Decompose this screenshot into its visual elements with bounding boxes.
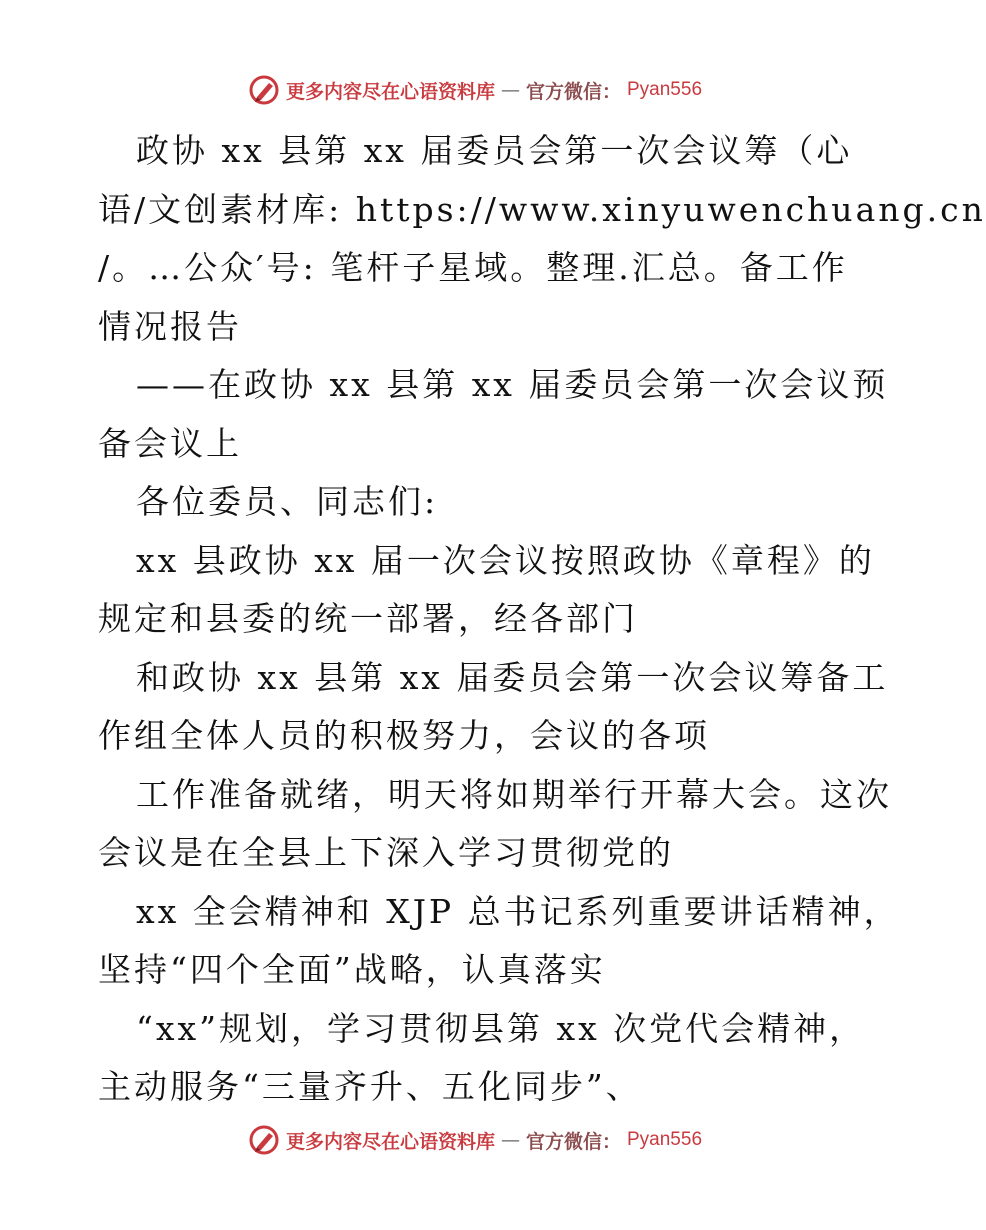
header-banner (0, 70, 950, 110)
doc-line: 会议是在全县上下深入学习贯彻党的 (98, 833, 674, 872)
doc-line: xx 县政协 xx 届一次会议按照政协《章程》的 (136, 540, 875, 580)
doc-line: 坚持“四个全面”战略，认真落实 (98, 950, 606, 989)
pen-logo-icon (248, 74, 280, 106)
doc-line: 情况报告 (98, 306, 242, 346)
banner-wechat-id: Pyan556 (627, 79, 703, 100)
banner-wechat-label: 官方微信： (525, 1130, 621, 1153)
doc-line: 和政协 xx 县第 xx 届委员会第一次会议筹备工 (136, 657, 889, 697)
banner-text: 更多内容尽在心语资料库 (285, 80, 495, 103)
doc-line: “xx”规划，学习贯彻县第 xx 次党代会精神， (136, 1008, 866, 1048)
doc-line: 工作准备就绪，明天将如期举行开幕大会。这次 (136, 774, 892, 814)
doc-line: xx 全会精神和 XJP 总书记系列重要讲话精神， (136, 891, 900, 931)
banner-dash: — (500, 1129, 520, 1151)
footer-banner (0, 1120, 950, 1160)
banner-wechat-id: Pyan556 (627, 1129, 703, 1150)
doc-line: 作组全体人员的积极努力，会议的各项 (98, 716, 710, 755)
document-body (98, 122, 986, 1117)
doc-line: /。…公众′号: 笔杆子星域。整理.汇总。备工作 (98, 248, 848, 287)
doc-line: 政协 xx 县第 xx 届委员会第一次会议筹（心 (136, 131, 853, 170)
doc-line: 规定和县委的统一部署，经各部门 (98, 599, 638, 638)
doc-line: 主动服务“三量齐升、五化同步”、 (98, 1067, 642, 1106)
banner-dash: — (500, 79, 520, 101)
doc-line: 各位委员、同志们: (136, 482, 439, 521)
banner-wechat-label: 官方微信： (525, 80, 621, 103)
doc-line: ——在政协 xx 县第 xx 届委员会第一次会议预 (136, 365, 889, 404)
banner-text: 更多内容尽在心语资料库 (285, 1130, 495, 1153)
pen-logo-icon (248, 1124, 280, 1156)
doc-line: 语/文创素材库: https://www.xinyuwenchuang.cn (98, 189, 986, 229)
doc-line: 备会议上 (98, 423, 242, 463)
